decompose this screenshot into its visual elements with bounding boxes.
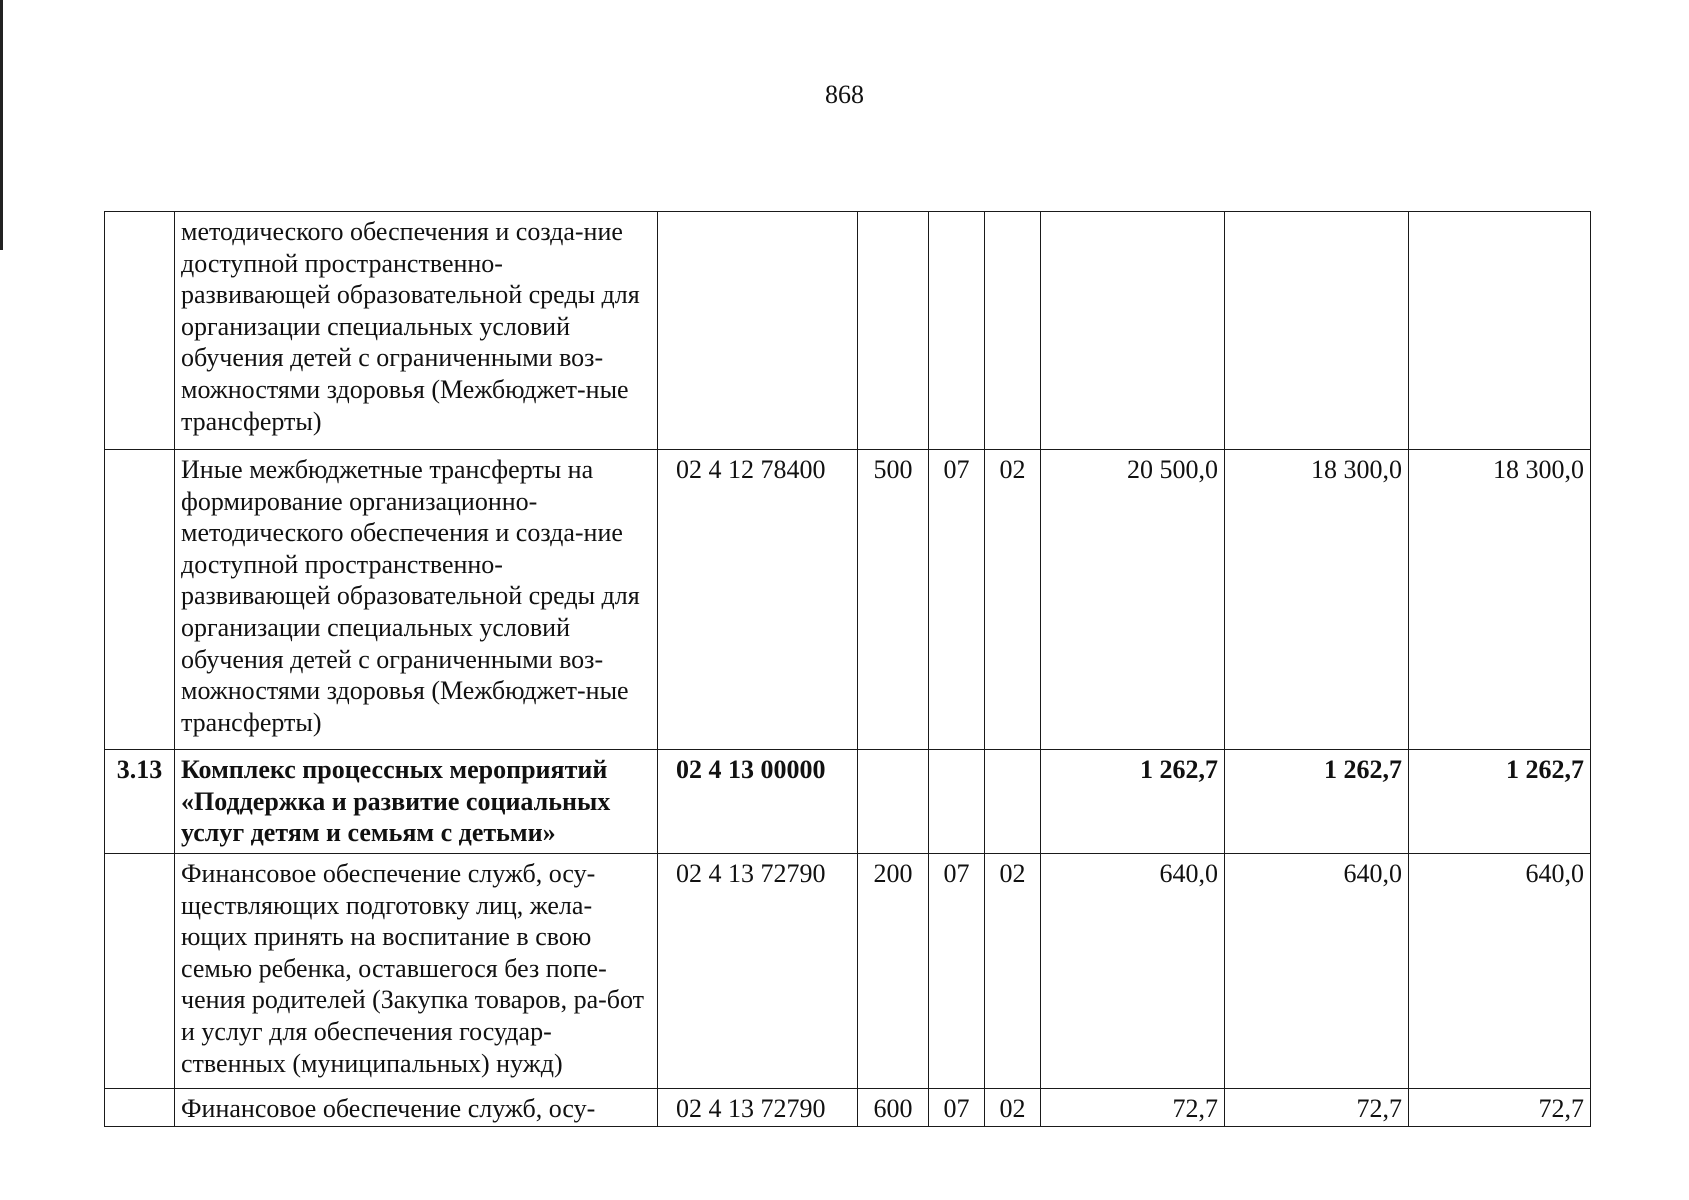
row-year1-cell: 20 500,0 <box>1041 450 1225 750</box>
row-year3-cell: 72,7 <box>1409 1089 1591 1127</box>
row-name-cell: Иные межбюджетные трансферты на формирование организационно-методического обеспечения и созда-ние доступной пространственно-развивающей образовательной среды для организации специальных условий обучения детей с ограниченными воз-можностями здоровья (Межбюджет-ные трансферты) <box>175 450 658 750</box>
scan-edge-line <box>0 0 3 250</box>
table-row <box>105 212 1591 450</box>
row-year3-cell: 640,0 <box>1409 854 1591 1089</box>
row-year3-cell <box>1409 212 1591 450</box>
table-row <box>105 854 1591 1089</box>
row-code-cell: 02 4 13 00000 <box>658 750 858 854</box>
row-vr-cell: 600 <box>858 1089 929 1127</box>
row-vr-cell <box>858 212 929 450</box>
row-pr-cell <box>985 750 1041 854</box>
table-row <box>105 1089 1591 1127</box>
row-year1-cell: 640,0 <box>1041 854 1225 1089</box>
row-rz-cell: 07 <box>929 1089 985 1127</box>
row-year3-cell: 18 300,0 <box>1409 450 1591 750</box>
page-number: 868 <box>825 80 864 109</box>
row-name-cell: Финансовое обеспечение служб, осу-ществляющих подготовку лиц, жела-ющих принять на воспитание в свою семью ребенка, оставшегося без попе-чения родителей (Закупка товаров, ра-бот и услуг для обеспечения государ-ственных (муниципальных) нужд) <box>175 854 658 1089</box>
row-name-cell: Финансовое обеспечение служб, осу- <box>175 1089 658 1127</box>
row-pr-cell: 02 <box>985 1089 1041 1127</box>
row-rz-cell: 07 <box>929 854 985 1089</box>
row-number-cell: 3.13 <box>105 750 175 854</box>
table-row <box>105 450 1591 750</box>
row-vr-cell: 200 <box>858 854 929 1089</box>
row-code-cell: 02 4 13 72790 <box>658 1089 858 1127</box>
row-year2-cell: 1 262,7 <box>1225 750 1409 854</box>
row-year2-cell: 18 300,0 <box>1225 450 1409 750</box>
row-number-cell <box>105 854 175 1089</box>
row-vr-cell <box>858 750 929 854</box>
row-rz-cell: 07 <box>929 450 985 750</box>
row-number-cell <box>105 1089 175 1127</box>
row-pr-cell: 02 <box>985 854 1041 1089</box>
row-year2-cell <box>1225 212 1409 450</box>
row-pr-cell <box>985 212 1041 450</box>
row-year2-cell: 640,0 <box>1225 854 1409 1089</box>
row-vr-cell: 500 <box>858 450 929 750</box>
row-code-cell <box>658 212 858 450</box>
row-code-cell: 02 4 13 72790 <box>658 854 858 1089</box>
row-number-cell <box>105 212 175 450</box>
row-year1-cell <box>1041 212 1225 450</box>
row-year1-cell: 72,7 <box>1041 1089 1225 1127</box>
row-rz-cell <box>929 212 985 450</box>
row-code-cell: 02 4 12 78400 <box>658 450 858 750</box>
budget-table <box>104 211 1591 1127</box>
row-year1-cell: 1 262,7 <box>1041 750 1225 854</box>
row-name-cell: методического обеспечения и созда-ние доступной пространственно-развивающей образовательной среды для организации специальных условий обучения детей с ограниченными воз-можностями здоровья (Межбюджет-ные трансферты) <box>175 212 658 450</box>
row-year2-cell: 72,7 <box>1225 1089 1409 1127</box>
table-row-section-3-13 <box>105 750 1591 854</box>
row-rz-cell <box>929 750 985 854</box>
row-year3-cell: 1 262,7 <box>1409 750 1591 854</box>
row-number-cell <box>105 450 175 750</box>
row-name-cell: Комплекс процессных мероприятий «Поддержка и развитие социальных услуг детям и семьям с детьми» <box>175 750 658 854</box>
row-pr-cell: 02 <box>985 450 1041 750</box>
